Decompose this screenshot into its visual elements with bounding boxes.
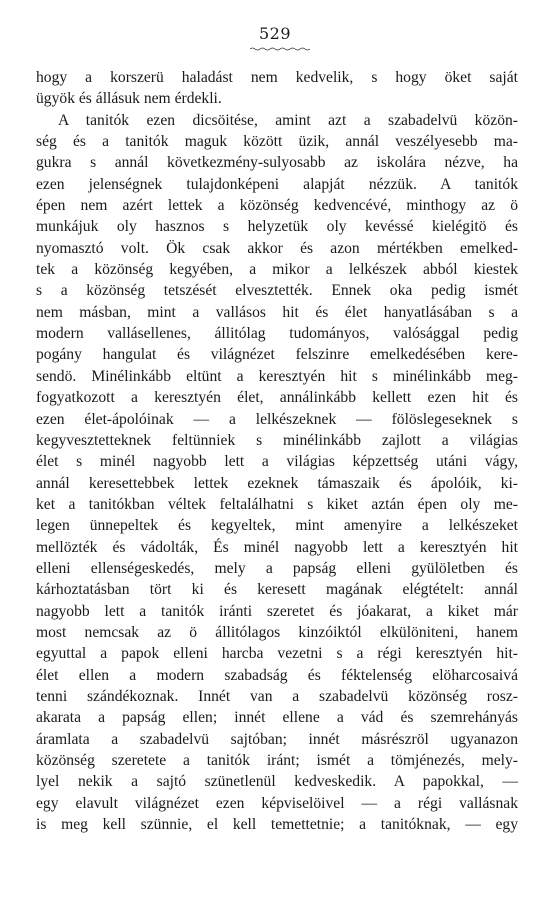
text-line: épen nem azért lettek a közönség kedvencévé, minthogy az ö xyxy=(36,197,518,215)
text-line: gukra s annál következmény-sulyosabb az iskolára nézve, ha xyxy=(36,154,518,172)
text-line: akarata a papság ellen; innét ellene a vád és szemrehányás xyxy=(36,709,518,727)
text-line: közönség szeretete a tanitók iránt; ismét a tömjénezés, mely- xyxy=(36,752,518,769)
page-number: 529 xyxy=(258,24,292,43)
text-line: nem másban, mint a vallásos hit és élet hanyatlásában s a xyxy=(36,303,518,321)
text-line: áramlata a szabadelvü sajtóban; innét másrészröl ugyanazon xyxy=(36,730,518,748)
text-line: tek a közönség kegyében, a mikor a lelkészek abból kiestek xyxy=(36,261,518,279)
text-line: is meg kell szünnie, el kell temettetnie; a tanitóknak, — egy xyxy=(36,816,518,834)
text-line: mellözték és vádolták, És minél nagyobb lett a keresztyén hit xyxy=(36,538,518,556)
text-line: ezen élet-ápolóinak — a lelkészeknek — fölöslegeseknek s xyxy=(36,410,518,428)
text-line: hogy a korszerü haladást nem kedvelik, s hogy öket saját xyxy=(36,69,518,86)
text-line: elleni ellenségeskedés, mely a papság elleni gyülöletben és xyxy=(36,559,518,577)
text-line: s a közönség tetszését elvesztették. Ennek oka pedig ismét xyxy=(36,282,518,300)
text-line: munkájuk oly hasznos s helyzetük oly kevéssé kielégitö és xyxy=(36,218,518,236)
wavy-rule-ornament xyxy=(250,47,310,51)
text-line: nyomasztó volt. Ök csak akkor és azon mértékben emelked- xyxy=(36,239,518,257)
body-text xyxy=(36,67,518,835)
text-line: sendö. Minélinkább eltünt a keresztyén hit s minélinkább meg- xyxy=(36,367,518,385)
text-line: élet ellen a modern szabadság és féktelenség elöharcosaivá xyxy=(36,666,518,684)
text-line: most nemcsak az ö állitólagos kinzóiktól elkülöniteni, hanem xyxy=(36,623,518,641)
text-line: fogyatkozott a keresztyén élet, annálinkább kellett ezen hit és xyxy=(36,389,518,407)
text-line: lyel nekik a sajtó szünetlenül kedveskedik. A papokkal, — xyxy=(36,773,518,791)
text-line: egy elavult világnézet ezen képviselöivel — a régi vallásnak xyxy=(36,794,518,812)
text-line: tenni szándékoznak. Innét van a szabadelvü közönség rosz- xyxy=(36,687,518,705)
text-line: élet s minél nagyobb lett a világias képzettség utáni vágy, xyxy=(36,453,518,471)
text-line: ezen jelenségnek tulajdonképeni alapját nézzük. A tanitók xyxy=(36,175,518,193)
text-line: kegyvesztetteknek feltünniek s minélinkább zajlott a világias xyxy=(36,431,518,449)
text-line: annál keresettebbek lettek ezeknek támaszaik és ápolóik, ki- xyxy=(36,474,518,492)
text-line: nagyobb lett a tanitók iránti szeretet és jóakarat, a kiket már xyxy=(36,602,518,620)
text-line: pogány hangulat és világnézet felszinre emelkedésében kere- xyxy=(36,346,518,364)
text-line: legen ünnepeltek és kegyeltek, mint amenyire a lelkészeket xyxy=(36,517,518,535)
text-line: modern vallásellenes, állitólag tudományos, valósággal pedig xyxy=(36,325,518,343)
text-line: ség és a tanitók maguk között üzik, annál veszélyesebb ma- xyxy=(36,133,518,151)
text-line: A tanitók ezen dicsöitése, amint azt a szabadelvü közön- xyxy=(58,111,518,129)
text-line: ket a tanitókban véltek feltalálhatni s kiket aztán épen oly me- xyxy=(36,495,518,513)
text-line: egyuttal a papok elleni harcba vezetni s a régi keresztyén hit- xyxy=(36,645,518,663)
text-line: kárhoztatásban tört ki és keresett magának elégtételt: annál xyxy=(36,581,518,599)
text-line: ügyök és állásuk nem érdekli. xyxy=(36,90,222,108)
